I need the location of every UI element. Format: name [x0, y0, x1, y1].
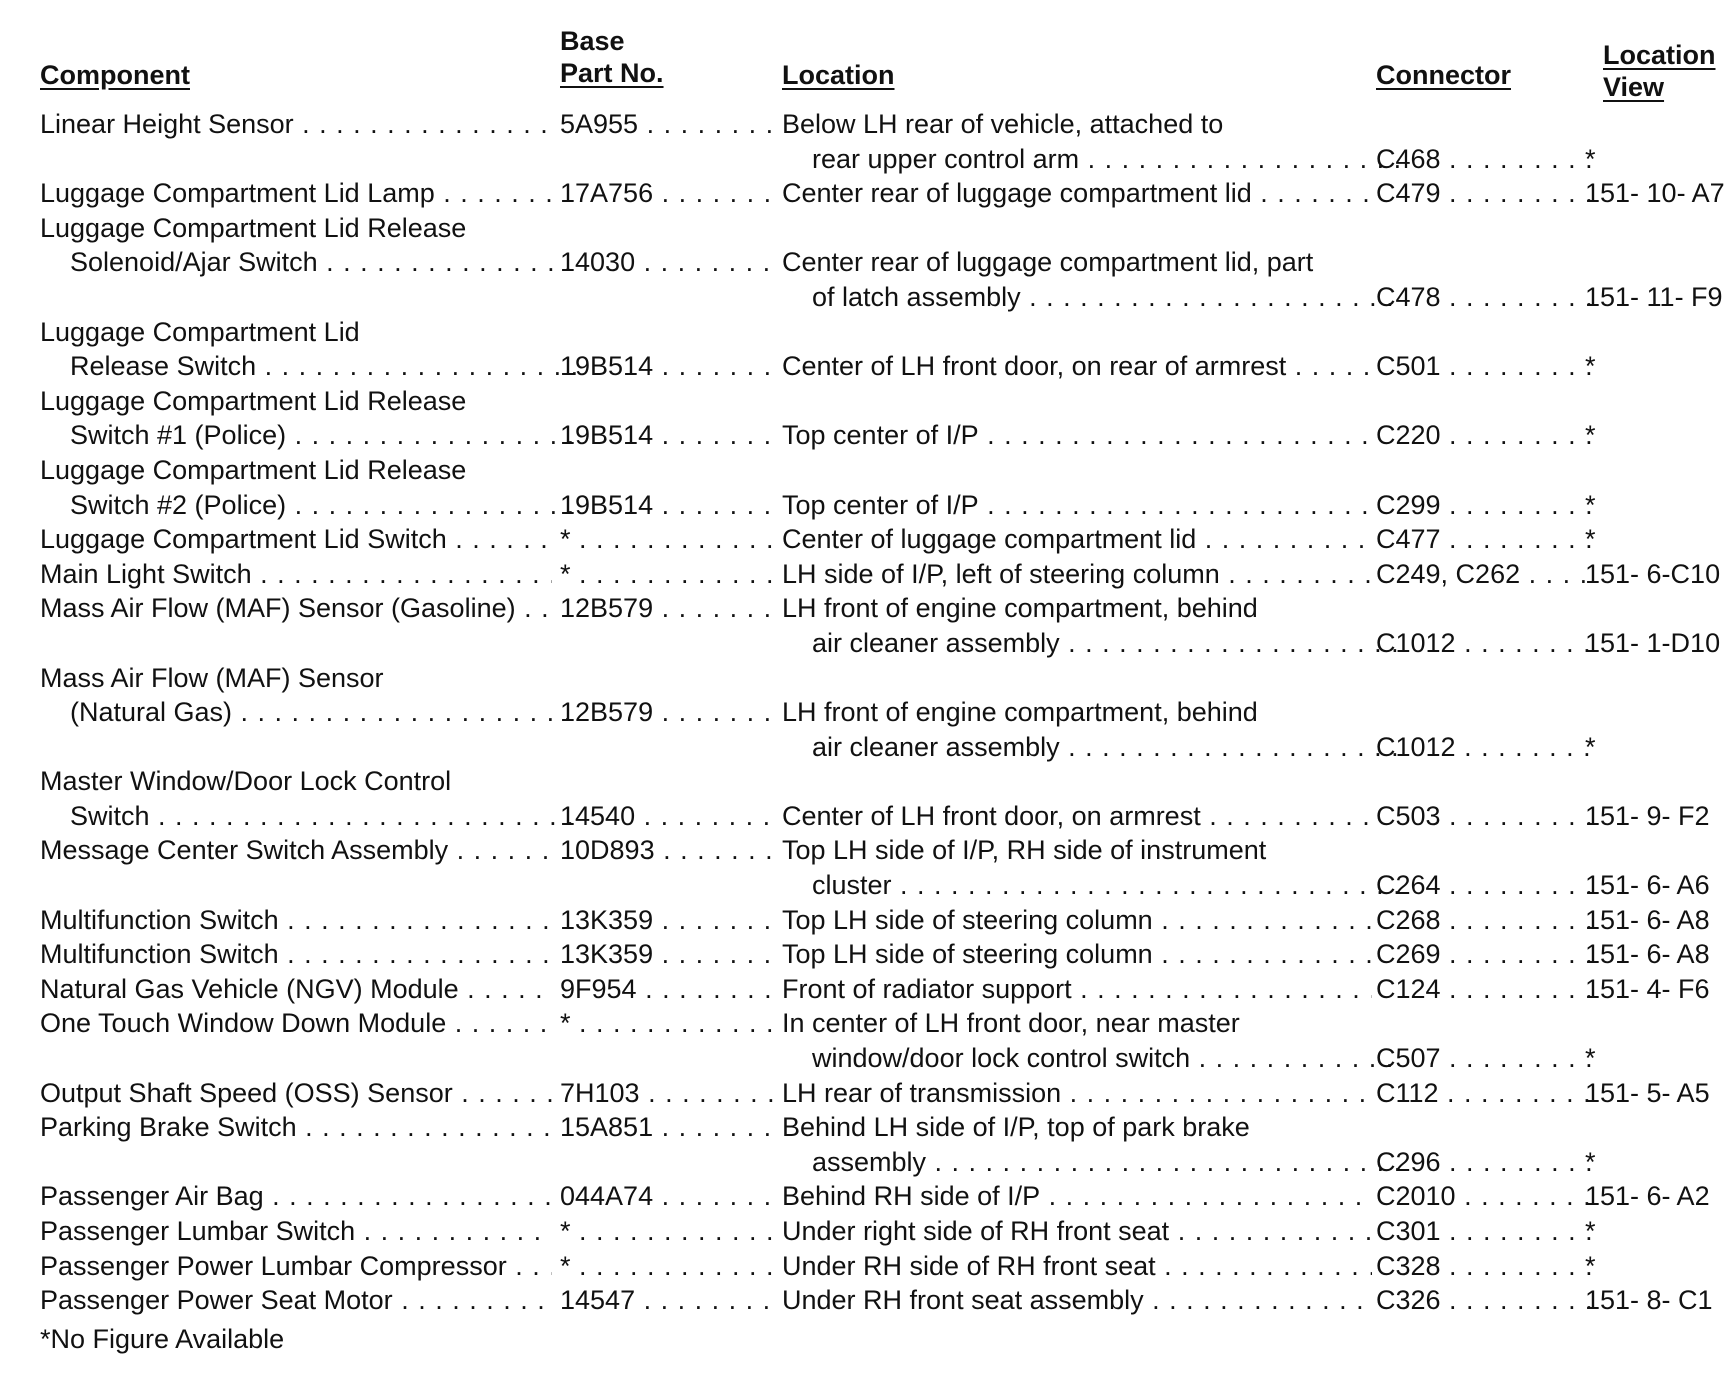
location-view: * — [1585, 731, 1596, 762]
component-name: Master Window/Door Lock Control — [40, 766, 452, 797]
base-part-number: * . . . — [560, 557, 775, 592]
table-row — [40, 1076, 1720, 1111]
table-row — [40, 522, 1720, 557]
table-row — [40, 1110, 1720, 1145]
base-part-number: 14540 . . . — [560, 799, 775, 834]
connector-id: C1012 . . . — [1376, 730, 1598, 765]
base-part-number: 13K359 . . . — [560, 937, 775, 972]
table-row — [40, 591, 1720, 626]
location-text: In center of LH front door, near master — [782, 1008, 1240, 1039]
table-row — [40, 557, 1720, 592]
table-row — [40, 176, 1725, 211]
location-view: 151- 6- A8 — [1585, 939, 1710, 970]
connector-id: C2010 . . . — [1376, 1179, 1598, 1214]
component-name: Switch #1 (Police) . . . — [40, 418, 582, 453]
location-view: 151- 6- A2 — [1585, 1181, 1710, 1212]
table-row — [40, 833, 1720, 868]
location-view: 151- 6- A8 — [1585, 904, 1710, 935]
location-view: 151- 8- C1 — [1585, 1285, 1713, 1316]
table-row — [40, 730, 1720, 765]
header-component-label: Component — [40, 60, 190, 90]
component-name: Switch . . . — [40, 799, 582, 834]
location-view: 151- 10- A7 — [1585, 178, 1725, 209]
base-part-number: 14030 . . . — [560, 245, 775, 280]
connector-id: C264 . . . — [1376, 868, 1598, 903]
location-text: LH front of engine compartment, behind — [782, 593, 1258, 624]
component-name: Luggage Compartment Lid Release — [40, 454, 467, 485]
component-name: Linear Height Sensor . . . — [40, 107, 552, 142]
header-connector-label: Connector — [1376, 60, 1511, 90]
table-row — [40, 1179, 1720, 1214]
location-view: * — [1585, 420, 1596, 451]
location-text: assembly . . . — [782, 1145, 1402, 1180]
component-name: Mass Air Flow (MAF) Sensor (Gasoline) . . . — [40, 591, 552, 626]
base-part-number: 19B514 . . . — [560, 349, 775, 384]
location-text: air cleaner assembly . . . — [782, 626, 1402, 661]
location-view: 151- 1-D10 — [1585, 627, 1721, 658]
location-text: Under RH side of RH front seat . . . — [782, 1249, 1372, 1284]
component-name: Luggage Compartment Lid — [40, 316, 360, 347]
location-view: * — [1585, 351, 1596, 382]
table-row — [40, 937, 1720, 972]
location-view: * — [1585, 489, 1596, 520]
location-view: * — [1585, 524, 1596, 555]
location-text: Center rear of luggage compartment lid . . . — [782, 176, 1372, 211]
table-row — [40, 142, 1720, 177]
connector-id: C503 . . . — [1376, 799, 1598, 834]
header-connector — [1376, 59, 1511, 91]
connector-id: C249, C262 . . . — [1376, 557, 1598, 592]
base-part-number: 19B514 . . . — [560, 418, 775, 453]
table-row — [40, 1283, 1720, 1318]
component-name: (Natural Gas) . . . — [40, 695, 582, 730]
component-name: Main Light Switch . . . — [40, 557, 552, 592]
header-location-view — [1603, 39, 1716, 103]
table-row — [40, 245, 1720, 280]
location-text: Center of luggage compartment lid . . . — [782, 522, 1372, 557]
component-name: Passenger Power Seat Motor . . . — [40, 1283, 552, 1318]
component-name: Message Center Switch Assembly . . . — [40, 833, 552, 868]
location-view: * — [1585, 1146, 1596, 1177]
base-part-number: * . . . — [560, 1249, 775, 1284]
table-row — [40, 349, 1720, 384]
location-view: 151- 6-C10 — [1585, 558, 1721, 589]
base-part-number: * . . . — [560, 1214, 775, 1249]
location-view: 151- 6- A6 — [1585, 870, 1710, 901]
location-view: * — [1585, 1043, 1596, 1074]
location-text: LH side of I/P, left of steering column . . . — [782, 557, 1372, 592]
base-part-number: 7H103 . . . — [560, 1076, 775, 1111]
header-location-label: Location — [782, 60, 895, 90]
connector-id: C501 . . . — [1376, 349, 1598, 384]
table-row — [40, 418, 1720, 453]
location-text: LH front of engine compartment, behind — [782, 697, 1258, 728]
location-view: 151- 11- F9 — [1585, 281, 1723, 312]
connector-id: C477 . . . — [1376, 522, 1598, 557]
table-row — [40, 972, 1720, 1007]
parts-location-page — [40, 25, 1725, 1354]
header-component — [40, 59, 190, 91]
base-part-number: 12B579 . . . — [560, 695, 775, 730]
table-row — [40, 1041, 1720, 1076]
location-view: * — [1585, 1250, 1596, 1281]
table-row — [40, 661, 1720, 696]
location-text: Top center of I/P . . . — [782, 488, 1372, 523]
location-text: Front of radiator support . . . — [782, 972, 1372, 1007]
component-name: Luggage Compartment Lid Switch . . . — [40, 522, 552, 557]
table-row — [40, 868, 1720, 903]
base-part-number: 19B514 . . . — [560, 488, 775, 523]
table-row — [40, 1249, 1720, 1284]
table-row — [40, 903, 1720, 938]
component-name: Luggage Compartment Lid Lamp . . . — [40, 176, 552, 211]
header-view-line2: View — [1603, 72, 1665, 102]
location-view: 151- 4- F6 — [1585, 973, 1710, 1004]
location-text: Under right side of RH front seat . . . — [782, 1214, 1372, 1249]
base-part-number: 17A756 . . . — [560, 176, 775, 211]
table-row — [40, 488, 1720, 523]
connector-id: C326 . . . — [1376, 1283, 1598, 1318]
table-row — [40, 211, 1720, 246]
table-row — [40, 799, 1720, 834]
location-text: cluster . . . — [782, 868, 1402, 903]
location-text: Behind LH side of I/P, top of park brake — [782, 1112, 1250, 1143]
location-view: * — [1585, 143, 1596, 174]
connector-id: C296 . . . — [1376, 1145, 1598, 1180]
header-view-line1: Location — [1603, 40, 1716, 70]
connector-id: C328 . . . — [1376, 1249, 1598, 1284]
base-part-number: 10D893 . . . — [560, 833, 775, 868]
component-name: Release Switch . . . — [40, 349, 582, 384]
base-part-number: 044A74 . . . — [560, 1179, 775, 1214]
location-text: Center of LH front door, on armrest . . . — [782, 799, 1372, 834]
location-text: LH rear of transmission . . . — [782, 1076, 1372, 1111]
component-name: Multifunction Switch . . . — [40, 937, 552, 972]
location-text: Top LH side of steering column . . . — [782, 937, 1372, 972]
component-name: Passenger Power Lumbar Compressor . . . — [40, 1249, 552, 1284]
location-text: Top center of I/P . . . — [782, 418, 1372, 453]
location-view: 151- 9- F2 — [1585, 800, 1710, 831]
connector-id: C299 . . . — [1376, 488, 1598, 523]
base-part-number: 5A955 . . . — [560, 107, 775, 142]
base-part-number: * . . . — [560, 1006, 775, 1041]
location-view: * — [1585, 1216, 1596, 1246]
table-row — [40, 1214, 1720, 1249]
connector-id: C268 . . . — [1376, 903, 1598, 938]
location-text: rear upper control arm . . . — [782, 142, 1402, 177]
component-name: Parking Brake Switch . . . — [40, 1110, 552, 1145]
component-name: Multifunction Switch . . . — [40, 903, 552, 938]
connector-id: C1012 . . . — [1376, 626, 1598, 661]
component-name: Luggage Compartment Lid Release — [40, 212, 467, 243]
table-row — [40, 107, 1720, 142]
base-part-number: 12B579 . . . — [560, 591, 775, 626]
component-name: Switch #2 (Police) . . . — [40, 488, 582, 523]
base-part-number: 13K359 . . . — [560, 903, 775, 938]
connector-id: C468 . . . — [1376, 142, 1598, 177]
table-row — [40, 1006, 1720, 1041]
component-name: Output Shaft Speed (OSS) Sensor . . . — [40, 1076, 552, 1111]
component-table — [40, 107, 1725, 1318]
footnote: *No Figure Available — [40, 1324, 285, 1354]
component-name: Natural Gas Vehicle (NGV) Module . . . — [40, 972, 552, 1007]
base-part-number: * . . . — [560, 522, 775, 557]
location-text: Below LH rear of vehicle, attached to — [782, 109, 1224, 139]
table-row — [40, 764, 1720, 799]
table-row — [40, 626, 1720, 661]
component-name: Passenger Lumbar Switch . . . — [40, 1214, 552, 1249]
connector-id: C301 . . . — [1376, 1214, 1598, 1249]
table-row — [40, 1145, 1720, 1180]
location-text: Behind RH side of I/P . . . — [782, 1179, 1372, 1214]
base-part-number: 9F954 . . . — [560, 972, 775, 1007]
header-base-line2: Part No. — [560, 58, 664, 88]
base-part-number: 15A851 . . . — [560, 1110, 775, 1145]
location-text: Center of LH front door, on rear of armrest . . . — [782, 349, 1372, 384]
table-header — [40, 25, 1720, 107]
connector-id: C220 . . . — [1376, 418, 1598, 453]
location-text: Top LH side of I/P, RH side of instrument — [782, 835, 1267, 866]
location-text: of latch assembly . . . — [782, 280, 1402, 315]
component-name: Mass Air Flow (MAF) Sensor — [40, 662, 384, 693]
table-row — [40, 695, 1720, 730]
connector-id: C124 . . . — [1376, 972, 1598, 1007]
location-text: Top LH side of steering column . . . — [782, 903, 1372, 938]
location-view: 151- 5- A5 — [1585, 1077, 1710, 1108]
component-name: Solenoid/Ajar Switch . . . — [40, 245, 582, 280]
location-text: air cleaner assembly . . . — [782, 730, 1402, 765]
component-name: One Touch Window Down Module . . . — [40, 1006, 552, 1041]
component-name: Passenger Air Bag . . . — [40, 1179, 552, 1214]
connector-id: C269 . . . — [1376, 937, 1598, 972]
location-text: Center rear of luggage compartment lid, part — [782, 247, 1314, 278]
connector-id: C478 . . . — [1376, 280, 1598, 315]
header-location — [782, 59, 895, 91]
connector-id: C112 . . . — [1376, 1076, 1598, 1111]
header-base-part-no — [560, 25, 664, 89]
table-row — [40, 453, 1720, 488]
header-base-line1: Base — [560, 26, 625, 56]
location-text: window/door lock control switch . . . — [782, 1041, 1402, 1076]
connector-id: C479 . . . — [1376, 176, 1598, 211]
base-part-number: 14547 . . . — [560, 1283, 775, 1318]
table-row — [40, 315, 1720, 350]
component-name: Luggage Compartment Lid Release — [40, 385, 467, 416]
table-row — [40, 384, 1720, 419]
table-row — [40, 280, 1723, 315]
connector-id: C507 . . . — [1376, 1041, 1598, 1076]
location-text: Under RH front seat assembly . . . — [782, 1283, 1372, 1318]
